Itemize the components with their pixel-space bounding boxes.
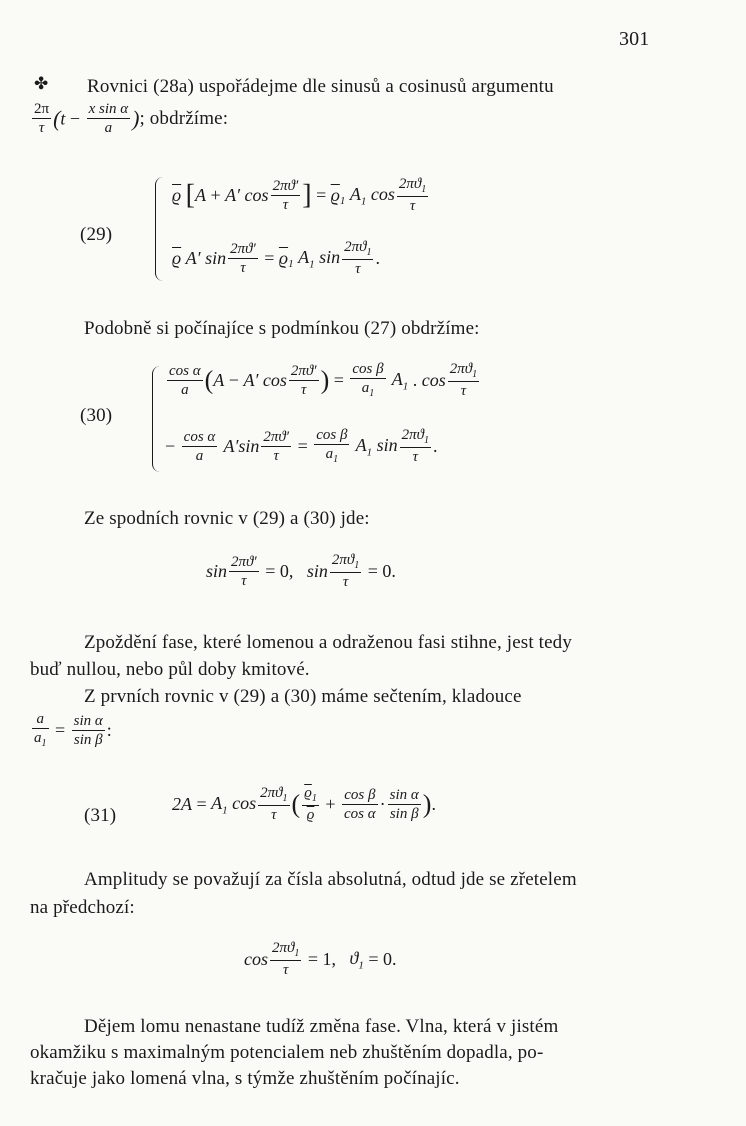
intro-tail: ; obdržíme: (139, 108, 229, 129)
eq30-line2: − $\frac{\text{cos α}}{a}$ A′sin $\frac{2\pi ϑ'}{\tau}$ = $\frac{\text{cos β}}{a_1}$ $A_1$ sin $\frac{2\pi ϑ_1}{\tau}$ . (165, 427, 438, 465)
paragraph-intro: Rovnici (28a) uspořádejme dle sinusů a cosinusů argumentu (87, 76, 554, 97)
paragraph-conclusion-3: kračuje jako lomená vlna, s týmže zhuštěním počínajíc. (30, 1068, 460, 1089)
eq31-formula: $2A = A_1$ cos $\frac{2\pi ϑ_1}{\tau}$ ( $\frac{\overline{ϱ}_1}{ϱ}$ + $\frac{\text{cos β}}{\text{cos α}}$ · $\frac{\text{sin α}}{\text{sin β}}$ ). (172, 785, 436, 823)
eq29-brace (155, 177, 164, 281)
cos-one-equations: cos $\frac{2\pi ϑ_1}{\tau}$ = 1, $ϑ_1 = 0$. (244, 940, 397, 978)
ratio-formula: $\frac{a}{a_1}$ = $\frac{\text{sin α}}{\text{sin β}}$ : (34, 711, 112, 749)
eq29-label: (29) (80, 224, 113, 245)
paragraph-conclusion-2: okamžiku s maximalným potencialem neb zhuštěním dopadla, po- (30, 1042, 544, 1063)
eq29-line2: $\overline{ϱ}$ A′ sin $\frac{2\pi ϑ'}{\tau}$ = $\overline{ϱ}_1$ $A_1$ sin $\frac{2\pi ϑ_1}{\tau}$ . (172, 239, 380, 277)
paragraph-from-lower: Ze spodních rovnic v (29) a (30) jde: (84, 508, 370, 529)
sin-zero-equations: sin $\frac{2\pi ϑ'}{\tau}$ = 0, sin $\frac{2\pi ϑ_1}{\tau}$ = 0. (206, 552, 396, 590)
eq30-brace (152, 366, 161, 472)
eq30-line1: $\frac{\text{cos α}}{a}$ (A − A′ cos $\frac{2\pi ϑ'}{\tau}$ ) = $\frac{\text{cos β}}{a_1}$ $A_1$ . cos $\frac{2\pi ϑ_1}{\tau}$ (169, 361, 478, 399)
paragraph-amplitudes-1: Amplitudy se považují za čísla absolutná, odtud jde se zřetelem (84, 869, 577, 890)
eq31-label: (31) (84, 805, 117, 826)
paragraph-similarly: Podobně si počínajíce s podmínkou (27) obdržíme: (84, 318, 480, 339)
paragraph-phase-delay-2: buď nullou, nebo půl doby kmitové. (30, 659, 310, 680)
paragraph-conclusion-1: Dějem lomu nenastane tudíž změna fase. Vlna, která v jistém (84, 1016, 559, 1037)
paragraph-amplitudes-2: na předchozí: (30, 897, 135, 918)
ornament-cross-icon: ✤ (34, 74, 49, 93)
paragraph-phase-delay-1: Zpoždění fase, které lomenou a odraženou fasi stihne, jest tedy (84, 632, 572, 653)
eq30-label: (30) (80, 405, 113, 426)
eq29-line1: $\overline{ϱ}$ [A + A′ cos $\frac{2\pi ϑ'}{\tau}$ ] = $\overline{ϱ}_1$ $A_1$ cos $\frac{2\pi ϑ_1}{\tau}$ (172, 176, 427, 214)
paragraph-first-equations: Z prvních rovnic v (29) a (30) máme sečtením, kladouce (84, 686, 522, 707)
page-number: 301 (619, 28, 650, 50)
argument-formula: $\frac{2\pi}{\tau}$ (t − $\frac{\text{x sin α}}{a}$ ); obdržíme: (34, 101, 229, 136)
